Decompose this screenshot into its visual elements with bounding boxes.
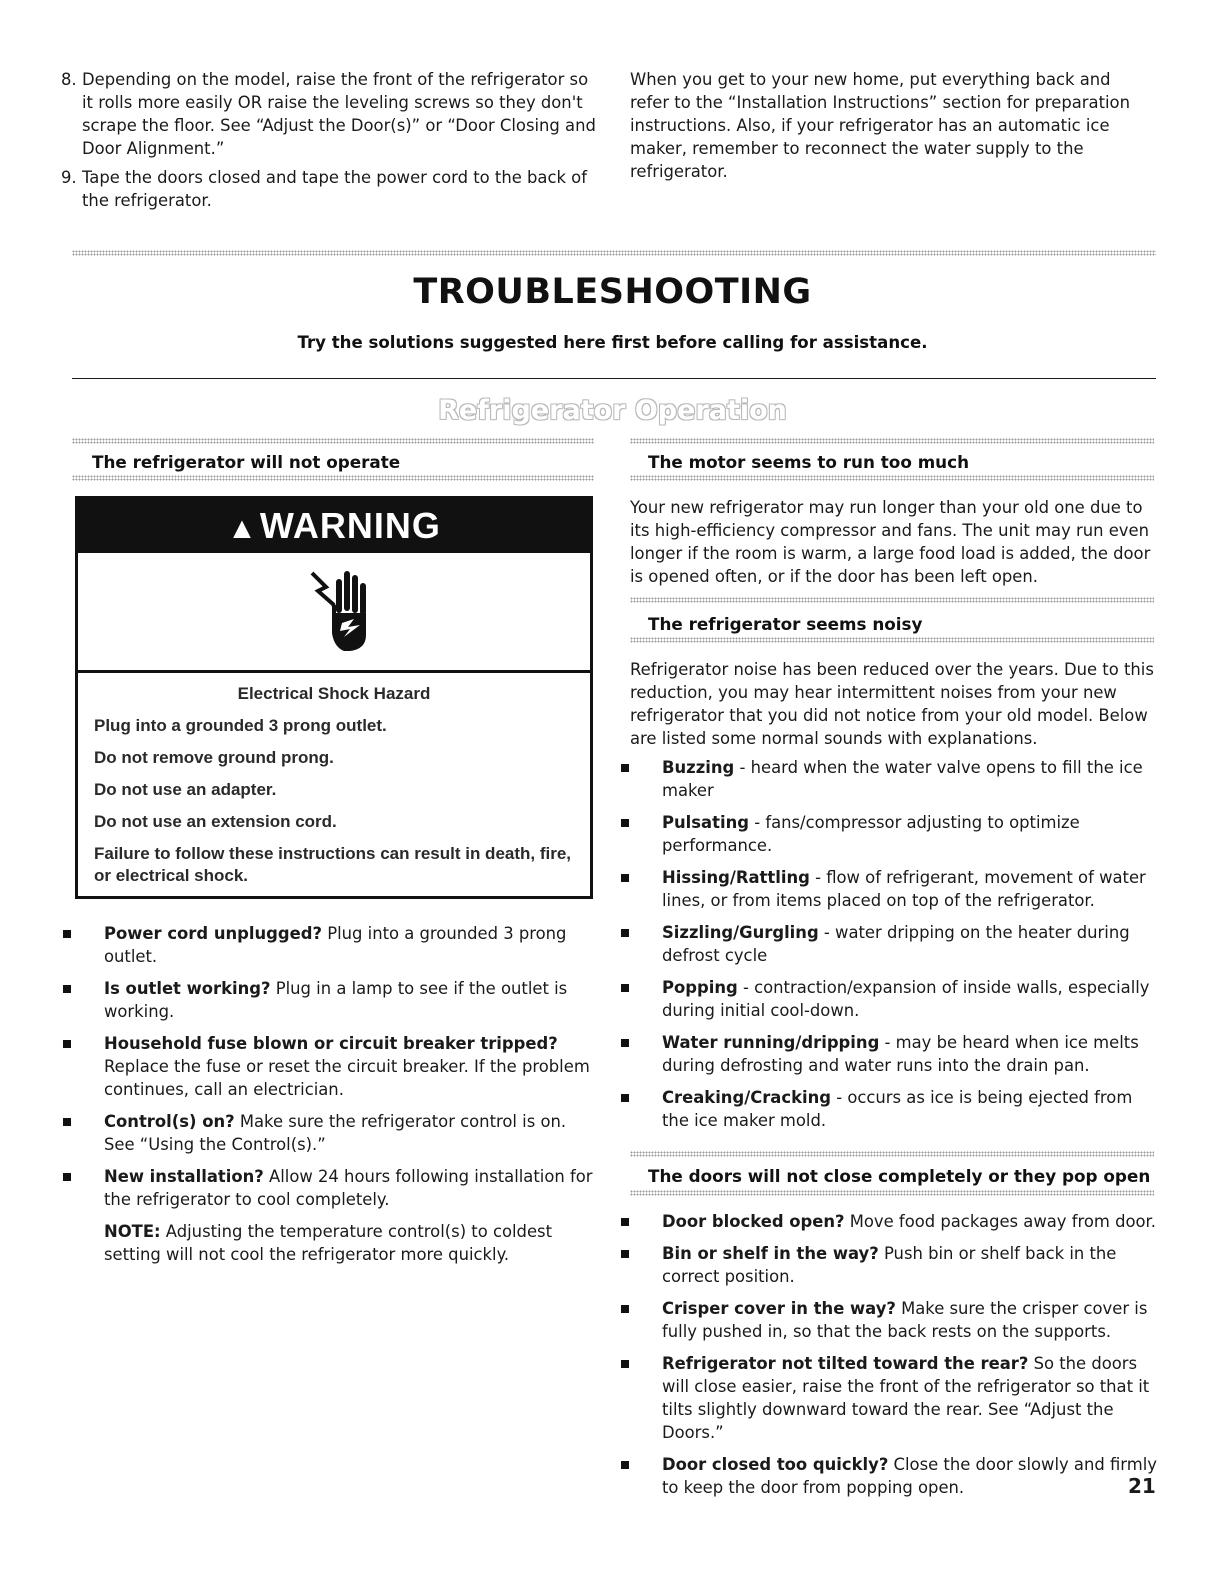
bullet-icon	[621, 764, 629, 772]
item-answer: Close the door slowly and firmly to keep the door from popping open.	[662, 1455, 1157, 1497]
warning-icon-area	[78, 553, 590, 673]
bullet-icon	[621, 874, 629, 882]
warning-box	[75, 496, 593, 899]
list-item	[56, 977, 601, 1023]
item-question: New installation?	[104, 1167, 264, 1186]
warning-label: WARNING	[259, 505, 441, 546]
note-label: NOTE:	[104, 1222, 161, 1241]
step-9	[40, 166, 600, 212]
section-heading: Refrigerator Operation	[438, 395, 787, 426]
heading-rule-top	[72, 438, 594, 444]
warning-header	[78, 499, 590, 553]
step-text: Tape the doors closed and tape the power cord to the back of the refrigerator.	[82, 168, 587, 210]
doors-heading: The doors will not close completely or they pop open	[648, 1166, 1151, 1186]
list-item	[614, 1352, 1159, 1444]
list-item	[614, 921, 1159, 967]
heading-rule-bottom	[630, 475, 1154, 481]
heading-rule-top	[630, 1151, 1154, 1157]
left-heading: The refrigerator will not operate	[92, 452, 401, 472]
step-number: 8.	[61, 70, 77, 89]
list-item	[56, 1032, 601, 1101]
item-question: Is outlet working?	[104, 979, 271, 998]
item-answer: Plug into a grounded 3 prong outlet.	[104, 924, 567, 966]
item-answer: - fans/compressor adjusting to optimize performance.	[662, 813, 1080, 855]
bullet-icon	[621, 1094, 629, 1102]
warning-triangle-icon: ▲	[227, 512, 258, 545]
bullet-icon	[621, 984, 629, 992]
item-answer: Push bin or shelf back in the correct position.	[662, 1244, 1117, 1286]
bullet-icon	[63, 985, 71, 993]
item-question: Household fuse blown or circuit breaker tripped?	[104, 1034, 558, 1053]
step-text: Depending on the model, raise the front of the refrigerator so it rolls more easily OR raise the leveling screws so they don't scrape the floor. See “Adjust the Door(s)” or “Door Closing and Door Alignment.”	[82, 70, 596, 158]
item-answer: So the doors will close easier, raise the front of the refrigerator so that it tilts slightly downward toward the rear. See “Adjust the Doors.”	[662, 1354, 1150, 1442]
item-answer: - water dripping on the heater during defrost cycle	[662, 923, 1130, 965]
bullet-icon	[63, 1173, 71, 1181]
item-question: Bin or shelf in the way?	[662, 1244, 879, 1263]
title-rule	[72, 378, 1156, 379]
step-number: 9.	[61, 168, 77, 187]
item-answer: - occurs as ice is being ejected from the ice maker mold.	[662, 1088, 1133, 1130]
item-answer: Make sure the crisper cover is fully pushed in, so that the back rests on the supports.	[662, 1299, 1148, 1341]
warning-line: Plug into a grounded 3 prong outlet.	[94, 716, 387, 735]
bullet-icon	[621, 1305, 629, 1313]
item-question: Pulsating	[662, 813, 749, 832]
list-item	[614, 1242, 1159, 1288]
item-answer: - contraction/expansion of inside walls, especially during initial cool-down.	[662, 978, 1150, 1020]
motor-heading: The motor seems to run too much	[648, 452, 970, 472]
noise-list	[614, 756, 1159, 1141]
list-item	[614, 976, 1159, 1022]
bullet-icon	[63, 1118, 71, 1126]
bullet-icon	[63, 1040, 71, 1048]
list-item	[614, 1086, 1159, 1132]
bullet-icon	[621, 929, 629, 937]
item-answer: Plug in a lamp to see if the outlet is working.	[104, 979, 568, 1021]
item-question: Control(s) on?	[104, 1112, 235, 1131]
item-question: Popping	[662, 978, 738, 997]
list-item	[614, 1031, 1159, 1077]
item-question: Refrigerator not tilted toward the rear?	[662, 1354, 1029, 1373]
item-answer: Replace the fuse or reset the circuit breaker. If the problem continues, call an electrician.	[104, 1057, 590, 1099]
hazard-title: Electrical Shock Hazard	[237, 684, 431, 703]
item-question: Sizzling/Gurgling	[662, 923, 819, 942]
note-text: Adjusting the temperature control(s) to coldest setting will not cool the refrigerator more quickly.	[104, 1222, 553, 1264]
noisy-paragraph: Refrigerator noise has been reduced over the years. Due to this reduction, you may hear intermittent noises from your new refrigerator that you did not notice from your old model. Below are listed some normal sounds with explanations.	[630, 660, 1154, 748]
list-item	[56, 1165, 601, 1211]
bullet-icon	[621, 1039, 629, 1047]
item-question: Buzzing	[662, 758, 735, 777]
bullet-icon	[63, 930, 71, 938]
item-answer: Make sure the refrigerator control is on. See “Using the Control(s).”	[104, 1112, 567, 1154]
doors-list	[614, 1210, 1159, 1508]
warning-line: Do not use an adapter.	[94, 780, 277, 799]
heading-rule-bottom	[630, 637, 1154, 643]
warning-line: Do not remove ground prong.	[94, 748, 334, 767]
bullet-icon	[621, 1218, 629, 1226]
list-item	[614, 866, 1159, 912]
section-divider	[72, 250, 1156, 256]
bullet-icon	[621, 1360, 629, 1368]
item-question: Door blocked open?	[662, 1212, 845, 1231]
page-number: 21	[1128, 1474, 1156, 1498]
page-title: TROUBLESHOOTING	[413, 272, 812, 312]
list-item	[614, 1297, 1159, 1343]
left-solutions	[56, 922, 601, 1266]
list-item	[614, 756, 1159, 802]
item-question: Power cord unplugged?	[104, 924, 323, 943]
heading-rule-bottom	[72, 475, 594, 481]
list-item	[56, 1110, 601, 1156]
electric-shock-hand-icon	[304, 561, 384, 661]
list-item	[56, 922, 601, 968]
item-question: Creaking/Cracking	[662, 1088, 832, 1107]
item-question: Water running/dripping	[662, 1033, 880, 1052]
list-item	[614, 1453, 1159, 1499]
item-answer: - heard when the water valve opens to fill the ice maker	[662, 758, 1143, 800]
heading-rule-bottom	[630, 1190, 1154, 1196]
list-item	[614, 1210, 1159, 1233]
item-answer: - flow of refrigerant, movement of water lines, or from items placed on top of the refrigerator.	[662, 868, 1146, 910]
page-subtitle: Try the solutions suggested here first before calling for assistance.	[297, 333, 928, 352]
step-8	[40, 68, 600, 160]
warning-body	[78, 673, 590, 887]
item-answer: Allow 24 hours following installation for the refrigerator to cool completely.	[104, 1167, 593, 1209]
item-question: Hissing/Rattling	[662, 868, 810, 887]
warning-line: Do not use an extension cord.	[94, 812, 337, 831]
bullet-icon	[621, 1250, 629, 1258]
motor-paragraph: Your new refrigerator may run longer than your old one due to its high-efficiency compressor and fans. The unit may run even longer if the room is warm, a large food load is added, the door is opened often, or if the door has been left open.	[630, 498, 1151, 586]
noisy-heading: The refrigerator seems noisy	[648, 614, 923, 634]
warning-line: Failure to follow these instructions can result in death, fire, or electrical shock.	[94, 844, 572, 885]
list-item	[614, 811, 1159, 857]
heading-rule-top	[630, 438, 1154, 444]
moving-paragraph: When you get to your new home, put everything back and refer to the “Installation Instructions” section for preparation instructions. Also, if your refrigerator has an automatic ice maker, remember to reconnect the water supply to the refrigerator.	[630, 70, 1130, 181]
bullet-icon	[621, 819, 629, 827]
bullet-icon	[621, 1461, 629, 1469]
item-question: Door closed too quickly?	[662, 1455, 889, 1474]
item-question: Crisper cover in the way?	[662, 1299, 896, 1318]
top-steps	[40, 68, 600, 218]
item-answer: - may be heard when ice melts during defrosting and water runs into the drain pan.	[662, 1033, 1139, 1075]
item-answer: Move food packages away from door.	[844, 1212, 1156, 1231]
note	[56, 1220, 601, 1266]
heading-rule-top	[630, 597, 1154, 603]
